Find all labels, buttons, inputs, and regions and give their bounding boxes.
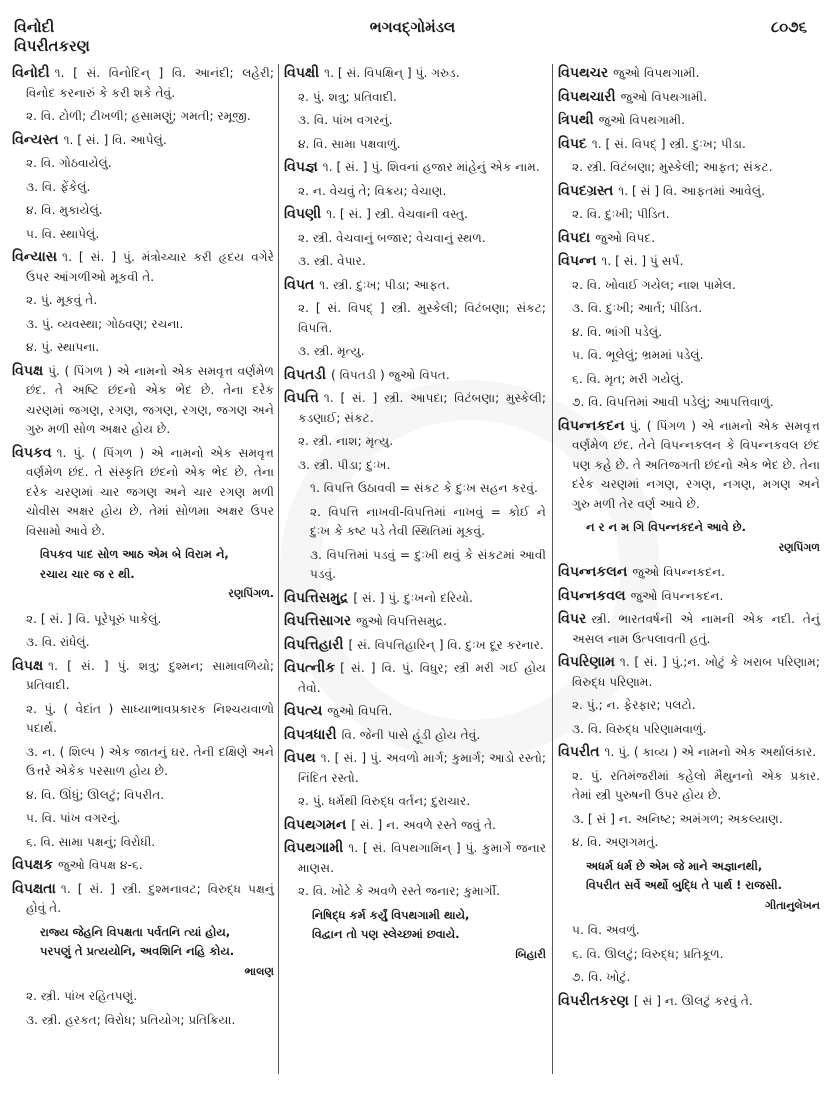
- headword: વિપથગામી: [284, 840, 344, 856]
- entry-sense: [12, 809, 274, 829]
- definition-text: પરપણું તે પ્રત્યયોનિ, અવશિનિ નહિ કોય.: [40, 944, 235, 958]
- headword: વિપક્ષ: [12, 657, 44, 674]
- column-2: [284, 64, 546, 970]
- definition-text: ૧. પું. ( પિંગળ ) એ નામનો એક સમવૃત્ત વર્ણમેળ છંદ. તે સંસ્કૃતિ છંદનો એક ભેદ છે. તેના દરેક ચરણમાં ચાર જગણ અને ચાર રગણ મળી ચોવીસ અક્ષર હોય છે. તેમાં સોળમા અક્ષર ઉપર વિસામો આવે છે.: [26, 445, 274, 538]
- definition-text: વિપરીત સર્વે અર્થો બુદ્ધિ તે પાર્થ ! રાજસી.: [586, 878, 783, 892]
- definition-text: જુઓ વિપથગામી.: [598, 113, 685, 127]
- entry-sense: [284, 882, 546, 902]
- definition-text: ૨. વિ. ખોટે કે અવળે રસ્તે જનાર; કુમાર્ગી.: [298, 884, 500, 898]
- quotation-line: [12, 565, 274, 585]
- entry-sense: [284, 111, 546, 131]
- entry-sense: [12, 610, 274, 630]
- headword: વિપન્નકલન: [558, 564, 628, 580]
- entry-sense: [284, 182, 546, 202]
- definition-text: જુઓ વિપત્તિસમુદ્ર.: [356, 614, 447, 628]
- usage-example: [284, 503, 546, 542]
- quotation-line: [558, 857, 820, 877]
- definition-text: ૨. પું. ( વેદાંત ) સાધ્યાભાવપ્રકારક નિશ્ચયવાળો પદાર્થ.: [26, 701, 274, 735]
- definition-text: ૨. પું. રતિમંજરીમાં કહેલો મૈથુનનો એક પ્રકાર. તેમાં સ્ત્રી પુરુષની ઉપર હોય છે.: [572, 768, 820, 802]
- entry-sense: [558, 299, 820, 319]
- definition-text: ૭. વિ. વિપત્તિમાં આવી પડેલું; આપત્તિવાળું.: [572, 395, 774, 409]
- entry-sense: [12, 178, 274, 198]
- dictionary-entry: [558, 587, 820, 607]
- definition-text: ૩. ન. ( શિલ્પ ) એક જાતનું ઘર. તેની દક્ષિણે અને ઉત્તરે એકેક પરસાળ હોય છે.: [26, 744, 274, 778]
- dictionary-entry: [284, 612, 546, 632]
- definition-text: ૧. [ સં. ] પું. શિવનાં હજાર માંહેનું એક નામ.: [322, 160, 540, 174]
- headword: વિપક્ષક: [12, 857, 54, 873]
- definition-text: ૨. વિપત્તિ નાખવી-વિપત્તિમાં નાખવું = કોઈ ને દુઃખ કે કષ્ટ પડે તેવી સ્થિતિમાં મૂકવું.: [310, 504, 546, 538]
- usage-example: [284, 546, 546, 585]
- dictionary-entry: [12, 248, 274, 287]
- entry-sense: [558, 945, 820, 965]
- definition-text: ૨. [ સં. વિપદ્ ] સ્ત્રી. મુસ્કેલી; વિટંબણા; સંકટ; વિપત્તિ.: [298, 301, 546, 335]
- definition-text: વિ. જેની પાસે હૂંડી હોય તેવું.: [341, 727, 481, 742]
- definition-text: પું. ( પિંગળ ) એ નામનો એક સમવૃત્ત વર્ણમેળ છંદ. તેને વિપન્નકલન કે વિપન્નકવલ છંદ પણ કહે છે. તે અતિજગતી છંદનો એક ભેદ છે. તેના દરેક ચરણમાં નગણ, રગણ, નગણ, મગણ અને ગુરુ મળી તેર વર્ણ આવે છે.: [572, 418, 820, 511]
- definition-text: ૩. વિ. વિરુદ્ધ પરિણામવાળું.: [572, 721, 707, 736]
- entry-sense: [558, 346, 820, 366]
- definition-text: પું. ( પિંગળ ) એ નામનો એક સમવૃત્ત વર્ણમેળ છંદ. તે અષ્ટિ છંદનો એક ભેદ છે. તેના દરેક ચરણમાં જગણ, રગણ, જગણ, રગણ, જગણ અને ગુરુ મળી સોળ અક્ષર હોય છે.: [26, 363, 274, 436]
- definition-text: ૩. પું. વ્યવસ્થા; ગોઠવણ; રચના.: [26, 316, 184, 331]
- definition-text: [ સં. ] પું. દુઃખનો દરિયો.: [353, 590, 473, 605]
- dictionary-entry: [558, 135, 820, 155]
- definition-text: ૨. [ સં. ] વિ. પૂરેપૂરું પાકેલું.: [26, 611, 162, 626]
- definition-text: ૧. [ સં. ] પું. શત્રુ; દુશ્મન; સામાવળિયો; પ્રતિવાદી.: [26, 658, 274, 692]
- dictionary-entry: [284, 839, 546, 878]
- definition-text: જુઓ વિપથગામી.: [613, 66, 700, 80]
- quotation-line: [284, 906, 546, 926]
- definition-text: રણપિંગળ: [778, 540, 820, 554]
- entry-sense: [558, 921, 820, 941]
- entry-sense: [558, 323, 820, 343]
- definition-text: ૨. પું.; ન. ફેરફાર; પલટો.: [572, 698, 696, 712]
- dictionary-entry: [558, 743, 820, 763]
- definition-text: અધર્મ ધર્મ છે એમ જે માને અજ્ઞાનથી,: [586, 858, 763, 873]
- dictionary-entry: [12, 362, 274, 440]
- quotation-source: [12, 584, 274, 604]
- definition-text: બિહારી: [515, 947, 546, 961]
- definition-text: ૧. વિપત્તિ ઉઠાવવી = સંકટ કે દુઃખ સહન કરવું.: [310, 481, 538, 495]
- quotation-line: [12, 545, 274, 565]
- definition-text: જુઓ વિપન્નકદન.: [630, 588, 724, 603]
- definition-text: જુઓ વિપન્નકદન.: [632, 565, 726, 579]
- dictionary-entry: [558, 64, 820, 84]
- entry-sense: [12, 633, 274, 653]
- definition-text: જુઓ વિપથગામી.: [620, 89, 707, 104]
- dictionary-entry: [284, 636, 546, 656]
- definition-text: ( વિપતડી ) જુઓ વિપત.: [330, 367, 450, 382]
- entry-sense: [12, 225, 274, 245]
- definition-text: ૩. વિ. પાંખ વગરનું.: [298, 113, 393, 127]
- definition-text: ૪. વિ. ઊંધું; ઊલટું; વિપરીત.: [26, 787, 165, 802]
- definition-text: ૬. વિ. ઊલટું; વિરુદ્ધ; પ્રતિકૂળ.: [572, 946, 724, 961]
- entry-sense: [558, 720, 820, 740]
- headword: વિપથચર: [558, 65, 609, 81]
- definition-text: ૧. [ સં. ] વિ. આપેલું.: [63, 132, 167, 147]
- entry-sense: [12, 743, 274, 782]
- headword: વિપત્તિસાગર: [284, 613, 352, 629]
- dictionary-entry: [12, 657, 274, 696]
- dictionary-entry: [12, 131, 274, 151]
- headword: વિપક્ષતા: [12, 880, 56, 897]
- definition-text: ૧. [ સં. ] સ્ત્રી. દુશ્મનાવટ; વિરુદ્ધ પક્ષનું હોવું તે.: [26, 881, 274, 915]
- definition-text: ૧. [ સં. વિપથગામિન્ ] પું. કુમાર્ગે જનાર માણસ.: [298, 841, 546, 875]
- entry-sense: [284, 88, 546, 108]
- column-divider: [552, 64, 553, 1074]
- definition-text: ૪. વિ. અણગમતું.: [572, 835, 659, 849]
- headword: વિપદગ્રસ્ત: [558, 182, 614, 199]
- dictionary-entry: [284, 589, 546, 609]
- headword: વિપત: [284, 276, 315, 293]
- dictionary-entry: [558, 563, 820, 583]
- definition-text: ૩. સ્ત્રી. હરકત; વિરોધ; પ્રતિયોગ; પ્રતિક્રિયા.: [26, 1012, 236, 1027]
- entry-sense: [284, 252, 546, 272]
- headword: વિપથ: [284, 750, 316, 766]
- definition-text: ૩. વિ. રાંધેલું.: [26, 635, 90, 649]
- entry-sense: [558, 205, 820, 225]
- entry-sense: [12, 315, 274, 335]
- headword: વિપત્રધારી: [284, 726, 337, 743]
- definition-text: ૨. સ્ત્રી. નાશ; મૃત્યુ.: [298, 434, 394, 448]
- definition-text: જુઓ વિપક્ષ ૪-૬.: [58, 858, 143, 872]
- page-header: [0, 14, 825, 60]
- headword: વિપન્નકદન: [558, 417, 625, 434]
- headword: વિપત્નીક: [284, 660, 336, 676]
- definition-text: નિષિદ્ધ કર્મ કર્યું વિપથગામી થાયે,: [312, 907, 470, 922]
- definition-text: ૪. વિ. ભાંગી પડેલું.: [572, 324, 663, 339]
- definition-text: ૨. વિ. ખોવાઈ ગયેલ; નાશ પામેલ.: [572, 277, 736, 292]
- definition-text: ૧. [ સં. ] સ્ત્રી. વેચવાની વસ્તુ.: [326, 207, 468, 221]
- entry-sense: [284, 792, 546, 812]
- dictionary-entry: [558, 992, 820, 1012]
- dictionary-entry: [284, 702, 546, 722]
- book-title: ભગવદ્ગોમંડલ: [369, 18, 456, 36]
- headword: વિપરીત: [558, 744, 600, 760]
- definition-text: ૫. વિ. અવળું.: [572, 923, 640, 937]
- definition-text: ભાલણ: [244, 964, 274, 978]
- definition-text: ૧. [ સં. વિપક્ષિન્ ] પું. ગરુડ.: [324, 66, 460, 80]
- definition-text: ૧. [ સં. ] પું.;ન. ખોટું કે ખરાબ પરિણામ; વિરુદ્ધ પરિણામ.: [572, 655, 820, 689]
- dictionary-entry: [284, 205, 546, 225]
- definition-text: [ સં. ] વિ. પું. વિધુર; સ્ત્રી મરી ગઈ હોય તેવો.: [298, 661, 546, 695]
- entry-sense: [558, 370, 820, 390]
- definition-text: ૨. સ્ત્રી. પાંખ રહિતપણું.: [26, 989, 138, 1003]
- dictionary-entry: [12, 444, 274, 542]
- definition-text: ૩. [ સં ] ન. અનિષ્ટ; અમંગળ; અકલ્યાણ.: [572, 811, 783, 826]
- entry-sense: [12, 338, 274, 358]
- definition-text: ૭. વિ. ખોટું.: [572, 970, 631, 984]
- definition-text: ૧. [ સં. ] પું. અવળો માર્ગ; કુમાર્ગ; આડો રસ્તો; નિંદિત રસ્તો.: [298, 751, 546, 785]
- entry-sense: [284, 229, 546, 249]
- dictionary-entry: [284, 726, 546, 746]
- definition-text: ૪. પું. સ્થાપના.: [26, 340, 100, 354]
- entry-sense: [284, 432, 546, 452]
- definition-text: ગીતાનુલેખન: [765, 898, 820, 912]
- definition-text: ૧. પું. ( કાવ્ય ) એ નામનો એક અર્થાલંકાર.: [604, 745, 817, 759]
- dictionary-entry: [284, 749, 546, 788]
- definition-text: ૧. [ સં. ] પું. મંત્રોચ્ચાર કરી હૃદય વગેરે ઉપર આંગળીઓ મૂકવી તે.: [26, 250, 274, 284]
- definition-text: ૩. સ્ત્રી. પીડા; દુઃખ.: [298, 457, 391, 472]
- entry-sense: [12, 833, 274, 853]
- definition-text: ૨. પું. મૂકવું તે.: [26, 293, 98, 307]
- definition-text: ૩. સ્ત્રી. વેપાર.: [298, 254, 366, 268]
- dictionary-entry: [558, 610, 820, 649]
- entry-sense: [558, 968, 820, 988]
- headword: વિપક્ષી: [284, 65, 320, 81]
- dictionary-entry: [12, 880, 274, 919]
- headword: વિપણી: [284, 206, 322, 222]
- entry-sense: [558, 393, 820, 413]
- dictionary-entry: [558, 417, 820, 515]
- definition-text: ન ર ન મ ગિ વિપન્નકદને આવે છે.: [586, 520, 746, 534]
- headword: વિન્યાસ: [12, 249, 58, 265]
- entry-sense: [558, 158, 820, 178]
- dictionary-entry: [284, 276, 546, 296]
- definition-text: ૧. [ સં. ] સ્ત્રી. આપદા; વિટંબણા; મુસ્કેલી; કડણાઈ; સંકટ.: [298, 391, 546, 425]
- dictionary-entry: [558, 229, 820, 249]
- dictionary-entry: [284, 366, 546, 386]
- definition-text: ૨. સ્ત્રી. વેચવાનું બજાર; વેચવાનું સ્થળ.: [298, 230, 486, 245]
- definition-text: વિપકવ પાદ સોળ આઠ એમ બે વિરામ ને,: [40, 547, 229, 561]
- quotation-line: [558, 518, 820, 538]
- headword: વિપકવ: [12, 444, 52, 461]
- headword: વિપક્ષ: [12, 362, 44, 379]
- column-1: [12, 64, 274, 1034]
- entry-sense: [12, 201, 274, 221]
- definition-text: [ સં. ] ન. અવળે રસ્તે જવું તે.: [351, 817, 497, 832]
- quotation-source: [558, 896, 820, 916]
- entry-sense: [12, 1011, 274, 1031]
- definition-text: ૩. સ્ત્રી. મૃત્યુ.: [298, 344, 365, 358]
- page-number: ૮૦૭૬: [770, 18, 807, 36]
- entry-sense: [558, 833, 820, 853]
- definition-text: ૪. વિ. મુકાયેલું.: [26, 203, 103, 217]
- entry-sense: [12, 700, 274, 739]
- dictionary-entry: [284, 816, 546, 836]
- definition-text: ૫. વિ. ભૂલેલું; ભ્રમમાં પડેલું.: [572, 348, 704, 362]
- quotation-source: [558, 538, 820, 558]
- headword: વિપર: [558, 611, 587, 627]
- entry-sense: [12, 107, 274, 127]
- headword: વિપન્ન: [558, 253, 597, 269]
- dictionary-entry: [558, 88, 820, 108]
- definition-text: ૧. [ સં. વિનોદિન્ ] વિ. આનંદી; લહેરી; વિનોદ કરનારું કે કરી શકે તેવું.: [26, 66, 274, 100]
- quotation-source: [12, 962, 274, 982]
- quotation-line: [558, 876, 820, 896]
- definition-text: ૧. સ્ત્રી. દુઃખ; પીડા; આફત.: [319, 277, 450, 292]
- headword: વિપજ્ઞ: [284, 159, 318, 175]
- entry-sense: [284, 299, 546, 338]
- definition-text: રાજ્ય જેહનિ વિપક્ષતા પર્વતનિ ત્યાં હોય,: [40, 924, 231, 939]
- dictionary-entry: [558, 653, 820, 692]
- headword: વિપત્તિસમુદ્ર: [284, 589, 349, 606]
- headword: વિપન્નકવલ: [558, 587, 626, 604]
- definition-text: ૨. પું. ધર્મથી વિરુદ્ધ વર્તન; દુરાચાર.: [298, 794, 471, 808]
- entry-sense: [12, 154, 274, 174]
- definition-text: [ સં ] ન. ઊલટું કરવું તે.: [633, 993, 753, 1008]
- definition-text: ૪. વિ. સામા પક્ષવાળું.: [298, 136, 401, 151]
- entry-sense: [284, 342, 546, 362]
- dictionary-entry: [284, 158, 546, 178]
- definition-text: [ સં. વિપત્તિહારિન્ ] વિ. દુઃખ દૂર કરનાર.: [348, 637, 544, 652]
- usage-example: [284, 479, 546, 499]
- definition-text: ૨. પું. શત્રુ; પ્રતિવાદી.: [298, 89, 397, 104]
- definition-text: વિદ્વાન તો પણ સ્લેચ્છમાં છવાયે.: [312, 927, 460, 941]
- entry-sense: [284, 456, 546, 476]
- definition-text: ૨. ન. વેચવું તે; વિક્રય; વેચાણ.: [298, 183, 447, 198]
- column-3: [558, 64, 820, 1015]
- definition-text: ૬. વિ. સામા પક્ષનું; વિરોધી.: [26, 834, 156, 849]
- headword: વિપથગમન: [284, 816, 347, 833]
- quotation-source: [284, 945, 546, 965]
- last-guide-word: વિપરીતકરણ: [14, 37, 90, 55]
- definition-text: જુઓ વિપત્તિ.: [327, 704, 393, 718]
- quotation-line: [284, 925, 546, 945]
- definition-text: ૨. સ્ત્રી. વિટંબણા; મુસ્કેલી; આફત; સંકટ.: [572, 160, 773, 174]
- headword: વિપત્ય: [284, 703, 323, 719]
- headword: વિનોદી: [12, 65, 50, 81]
- dictionary-entry: [558, 252, 820, 272]
- definition-text: ૬. વિ. મૃત; મરી ગયેલું.: [572, 371, 684, 386]
- definition-text: જુઓ વિપદ.: [595, 230, 656, 245]
- definition-text: ૧. [ સં. ] પું સર્પ.: [601, 254, 684, 268]
- entry-sense: [12, 987, 274, 1007]
- definition-text: રચાય ચાર જ ર થી.: [40, 566, 135, 581]
- headword: ત્રિપથી: [558, 112, 594, 128]
- headword: વિપરીતકરણ: [558, 992, 629, 1009]
- quotation-line: [12, 942, 274, 962]
- definition-text: ૩. વિ. ફેંકેલું.: [26, 179, 91, 194]
- dictionary-entry: [558, 182, 820, 202]
- headword: વિપદ: [558, 135, 587, 152]
- entry-sense: [558, 810, 820, 830]
- entry-sense: [12, 291, 274, 311]
- dictionary-entry: [284, 389, 546, 428]
- entry-sense: [558, 696, 820, 716]
- dictionary-entry: [284, 64, 546, 84]
- headword: વિપત્તિ: [284, 390, 319, 406]
- definition-text: ૫. વિ. સ્થાપેલું.: [26, 226, 100, 241]
- definition-text: ૨. વિ. ટોળી; ટીખળી; હસામણું; ગમતી; રમૂજી.: [26, 109, 251, 123]
- dictionary-entry: [12, 64, 274, 103]
- first-guide-word: વિનોદી: [14, 18, 55, 36]
- headword: વિપરિણામ: [558, 654, 615, 670]
- headword: વિપદા: [558, 229, 591, 246]
- entry-sense: [558, 767, 820, 806]
- definition-text: ૫. વિ. પાંખ વગરનું.: [26, 811, 121, 825]
- definition-text: ૩. વિ. દુઃખી; આર્ત; પીડિત.: [572, 301, 703, 315]
- entry-sense: [284, 135, 546, 155]
- headword: વિપથચારી: [558, 88, 616, 105]
- definition-text: ૧. [ સં. વિપદ્ ] સ્ત્રી. દુઃખ; પીડા.: [591, 136, 746, 151]
- dictionary-entry: [284, 659, 546, 698]
- dictionary-entry: [558, 111, 820, 131]
- headword: વિન્યસ્ત: [12, 131, 59, 148]
- definition-text: સ્ત્રી. ભારતવર્ષની એ નામની એક નદી. તેનું અસલ નામ ઉત્પલાવતી હતું.: [572, 612, 820, 646]
- definition-text: રણપિંગળ.: [228, 587, 274, 600]
- column-divider: [278, 64, 279, 1074]
- quotation-line: [12, 923, 274, 943]
- headword: વિપતડી: [284, 366, 326, 383]
- headword: વિપત્તિહારી: [284, 636, 344, 653]
- definition-text: ૩. વિપત્તિમાં પડવું = દુઃખી થવું કે સંકટમાં આવી પડવું.: [310, 547, 546, 581]
- definition-text: ૨. વિ. ગોઠવાયેલું.: [26, 156, 112, 170]
- dictionary-entry: [12, 856, 274, 876]
- definition-text: ૨. વિ. દુઃખી; પીડિત.: [572, 207, 670, 221]
- entry-sense: [12, 786, 274, 806]
- entry-sense: [558, 276, 820, 296]
- definition-text: ૧. [ સં ] વિ. આફતમાં આવેલું.: [618, 183, 765, 198]
